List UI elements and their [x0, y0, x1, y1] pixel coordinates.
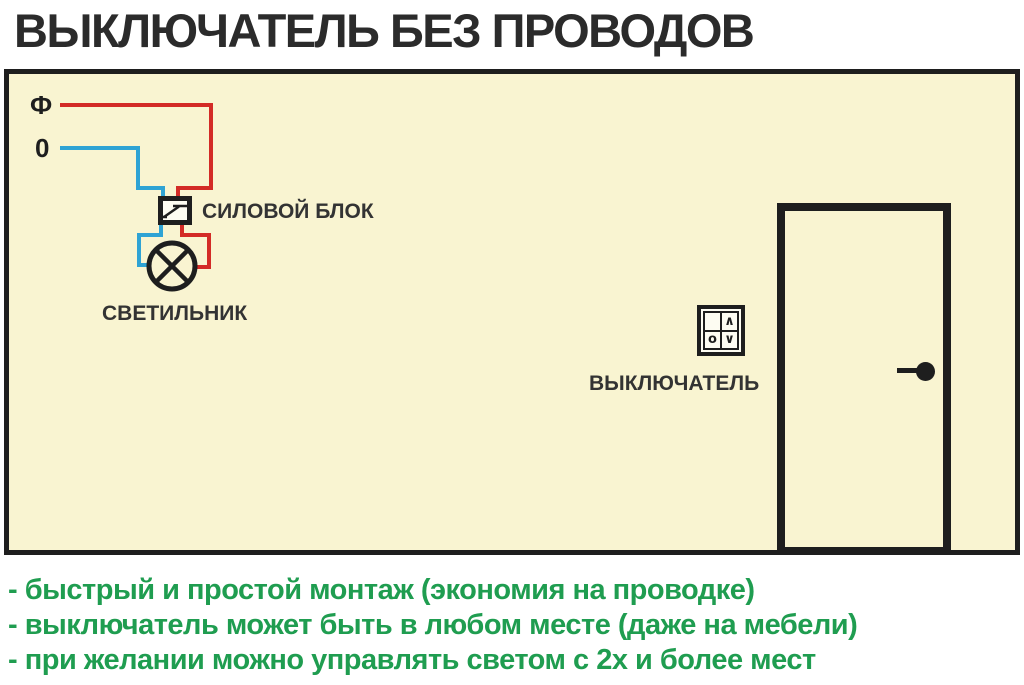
- page-title: ВЫКЛЮЧАТЕЛЬ БЕЗ ПРОВОДОВ: [14, 4, 754, 57]
- neutral-terminal-label: 0: [35, 133, 50, 163]
- benefit-item: - выключатель может быть в любом месте (даже на мебели): [8, 609, 858, 641]
- door-handle-knob-icon: [916, 362, 935, 381]
- benefit-item: - при желании можно управлять светом с 2х и более мест: [8, 644, 816, 676]
- switch-dot-icon: o: [705, 332, 720, 349]
- wall-switch-grid: [703, 311, 739, 350]
- power-block-label: СИЛОВОЙ БЛОК: [202, 200, 374, 223]
- switch-down-icon: ∨: [722, 332, 737, 349]
- phase-terminal-label: Ф: [30, 90, 53, 120]
- switch-up-icon: ∧: [722, 313, 737, 330]
- switch-label: ВЫКЛЮЧАТЕЛЬ: [589, 372, 760, 395]
- switch-cell-blank: [705, 313, 720, 330]
- benefits-list: [8, 573, 857, 678]
- benefit-item: - быстрый и простой монтаж (экономия на проводке): [8, 574, 755, 606]
- wall-switch-icon: [697, 305, 745, 356]
- lamp-label: СВЕТИЛЬНИК: [102, 302, 248, 325]
